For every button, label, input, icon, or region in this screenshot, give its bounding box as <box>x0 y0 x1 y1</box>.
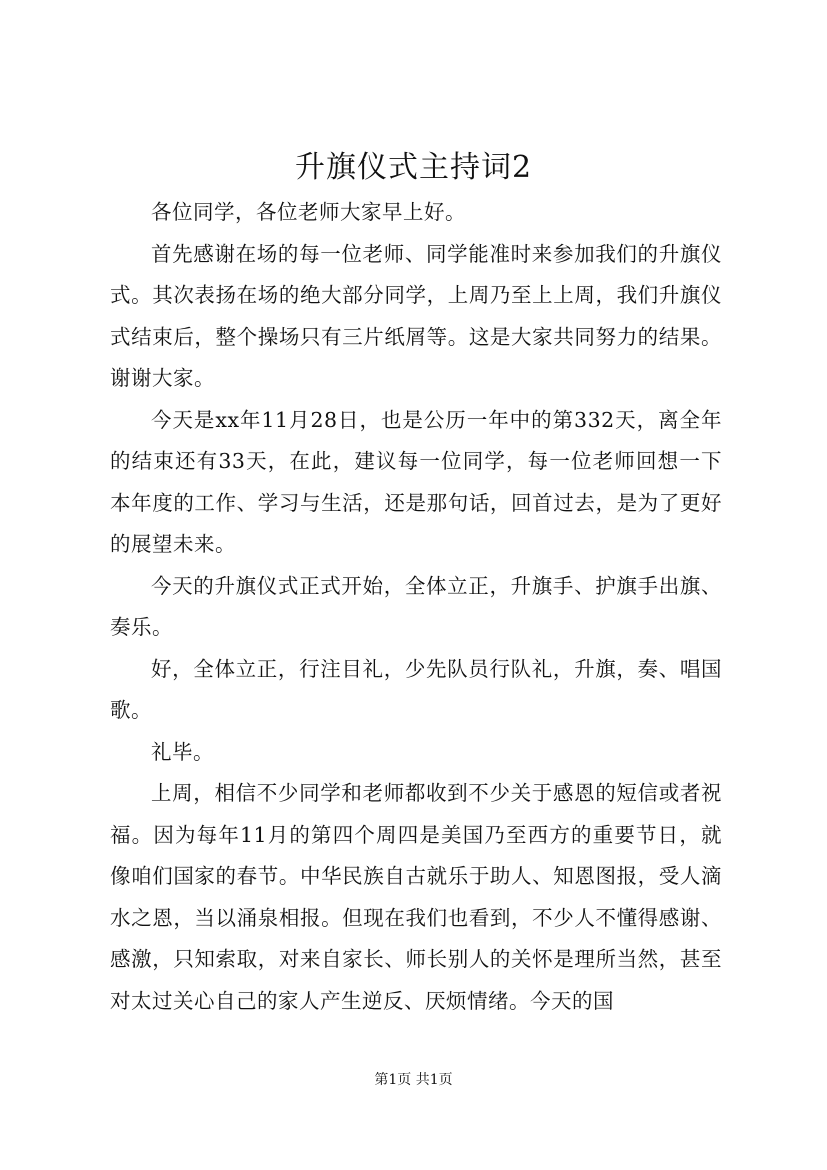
document-title: 升旗仪式主持词2 <box>294 150 533 185</box>
page-footer: 第1页 共1页 <box>374 1072 453 1088</box>
document-body <box>110 192 722 1022</box>
paragraph-anthem: 好，全体立正，行注目礼，少先队员行队礼，升旗，奏、唱国歌。 <box>110 656 722 722</box>
paragraph-salute-end: 礼毕。 <box>151 739 214 764</box>
paragraph-date: 今天是xx年11月28日，也是公历一年中的第332天，离全年的结束还有33天，在此，建议每一位同学，每一位老师回想一下本年度的工作、学习与生活，还是那句话，回首过去，是为了更好的展望未来。 <box>110 407 722 556</box>
paragraph-thanks: 首先感谢在场的每一位老师、同学能准时来参加我们的升旗仪式。其次表扬在场的绝大部分同学，上周乃至上上周，我们升旗仪式结束后，整个操场只有三片纸屑等。这是大家共同努力的结果。谢谢大家。 <box>110 241 722 390</box>
paragraph-ceremony-start: 今天的升旗仪式正式开始，全体立正，升旗手、护旗手出旗、奏乐。 <box>110 573 722 639</box>
paragraph-greeting: 各位同学，各位老师大家早上好。 <box>151 200 466 224</box>
paragraph-gratitude: 上周，相信不少同学和老师都收到不少关于感恩的短信或者祝福。因为每年11月的第四个周四是美国乃至西方的重要节日，就像咱们国家的春节。中华民族自古就乐于助人、知恩图报，受人滴水之恩，当以涌泉相报。但现在我们也看到，不少人不懂得感谢、感激，只知索取，对来自家长、师长别人的关怀是理所当然，甚至对太过关心自己的家人产生逆反、厌烦情绪。今天的国 <box>110 781 722 1013</box>
